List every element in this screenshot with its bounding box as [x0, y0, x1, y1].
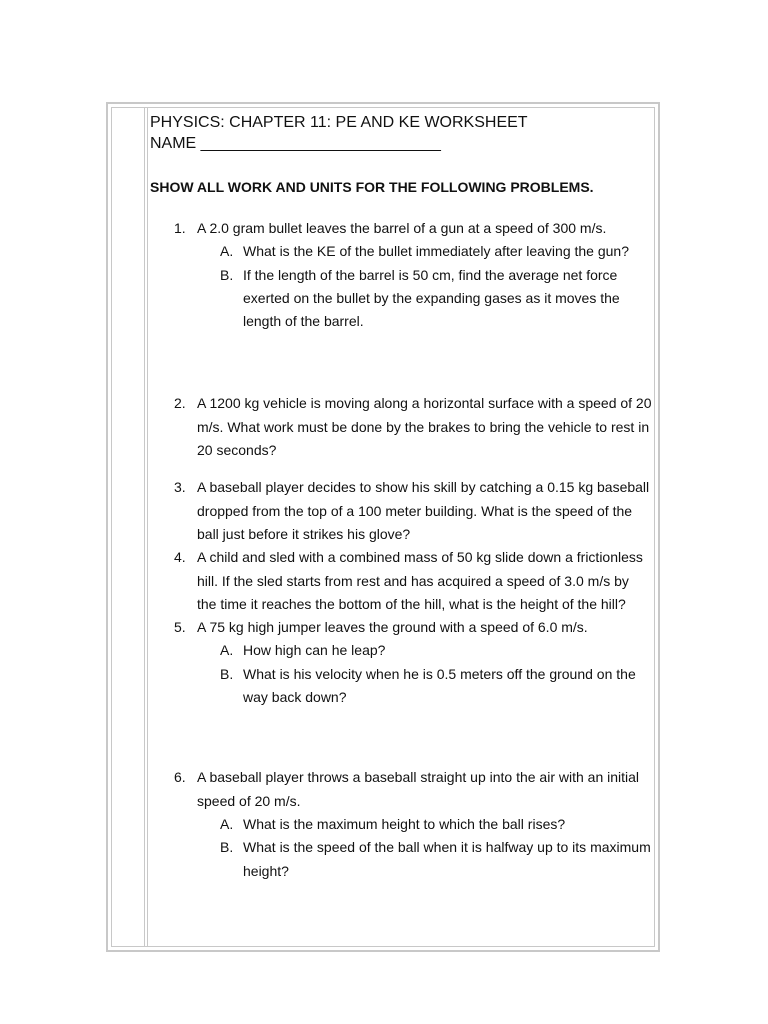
part-text: What is the maximum height to which the ball rises?	[243, 815, 566, 832]
part-text: If the length of the barrel is 50 cm, find the average net force exerted on the bullet by the expanding gases as it moves the length of the barrel.	[243, 266, 620, 330]
question-number: 6.	[174, 769, 186, 786]
question-text: A 1200 kg vehicle is moving along a horizontal surface with a speed of 20 m/s. What work must be done by the brakes to bring the vehicle to rest in 20 seconds?	[197, 395, 652, 459]
part-letter: A.	[220, 243, 234, 260]
part-letter: B.	[220, 839, 234, 856]
question-6	[150, 766, 652, 813]
part-letter: A.	[220, 815, 234, 832]
question-text: A 2.0 gram bullet leaves the barrel of a gun at a speed of 300 m/s.	[197, 220, 607, 236]
question-3	[150, 476, 652, 546]
part-letter: B.	[220, 266, 234, 283]
table-column-divider	[144, 107, 145, 947]
question-1	[150, 217, 652, 240]
question-4	[150, 546, 652, 616]
question-number: 4.	[174, 549, 186, 566]
question-6-part-a	[150, 813, 652, 836]
part-letter: A.	[220, 642, 234, 659]
worksheet-content	[150, 112, 652, 883]
question-5-part-b	[150, 663, 652, 710]
instructions: SHOW ALL WORK AND UNITS FOR THE FOLLOWING PROBLEMS.	[150, 179, 594, 195]
question-6-part-b	[150, 836, 652, 883]
question-text: A baseball player throws a baseball straight up into the air with an initial speed of 20 m/s.	[197, 769, 640, 809]
part-letter: B.	[220, 665, 234, 682]
question-text: A 75 kg high jumper leaves the ground with a speed of 6.0 m/s.	[197, 619, 588, 636]
question-number: 3.	[174, 479, 186, 496]
table-column-divider-inner	[147, 107, 148, 947]
part-text: What is his velocity when he is 0.5 meters off the ground on the way back down?	[243, 665, 636, 706]
question-5	[150, 616, 652, 639]
question-1-part-b	[150, 264, 652, 334]
question-1-part-a	[150, 240, 652, 263]
question-number: 1.	[174, 220, 186, 236]
name-line: NAME ___________________________	[150, 135, 441, 152]
part-text: What is the speed of the ball when it is halfway up to its maximum height?	[243, 839, 651, 879]
question-number: 5.	[174, 619, 186, 636]
part-text: How high can he leap?	[243, 642, 386, 659]
worksheet-title: PHYSICS: CHAPTER 11: PE AND KE WORKSHEET	[150, 114, 528, 131]
question-2	[150, 392, 652, 462]
part-text: What is the KE of the bullet immediately after leaving the gun?	[243, 243, 629, 260]
question-text: A child and sled with a combined mass of 50 kg slide down a frictionless hill. If the sled starts from rest and has acquired a speed of 3.0 m/s by the time it reaches the bottom of the hill, what is the height of the hill?	[197, 549, 643, 612]
question-number: 2.	[174, 395, 186, 412]
question-5-part-a	[150, 639, 652, 662]
question-text: A baseball player decides to show his skill by catching a 0.15 kg baseball dropped from the top of a 100 meter building. What is the speed of the ball just before it strikes his glove?	[197, 479, 650, 542]
